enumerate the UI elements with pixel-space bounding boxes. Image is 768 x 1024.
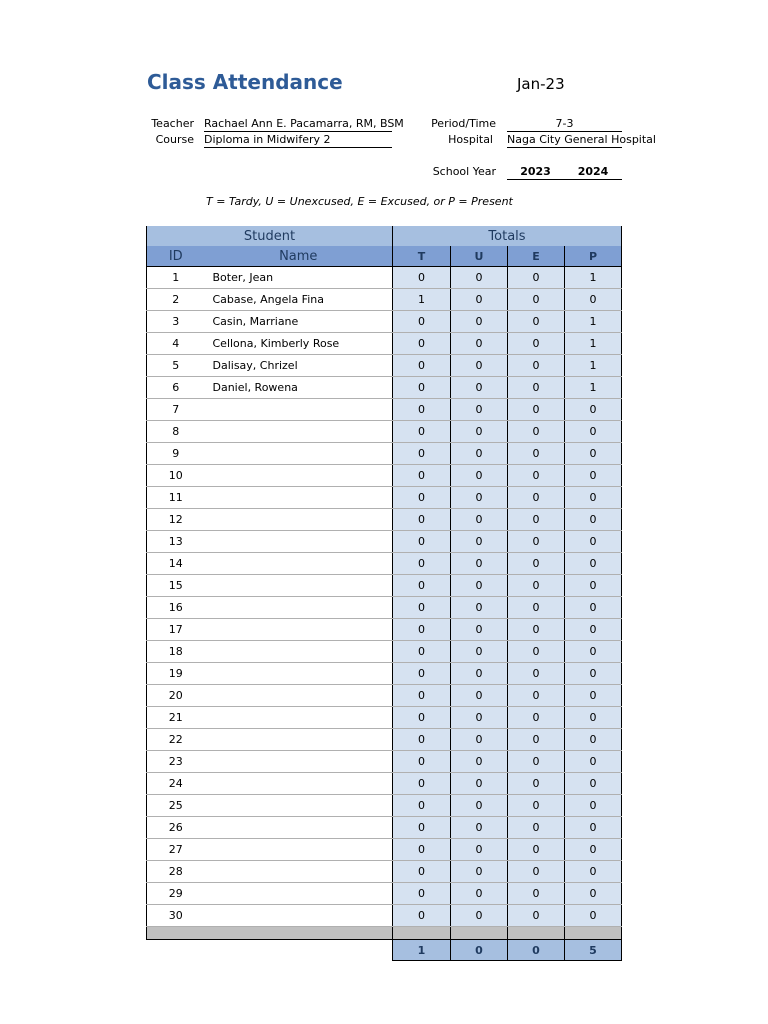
p-cell[interactable]: 0 [565,575,622,597]
id-cell[interactable]: 1 [147,267,205,289]
id-cell[interactable]: 17 [147,619,205,641]
e-cell[interactable]: 0 [508,289,565,311]
t-cell[interactable]: 0 [393,487,451,509]
id-cell[interactable]: 30 [147,905,205,927]
u-cell[interactable]: 0 [451,883,508,905]
id-cell[interactable]: 18 [147,641,205,663]
u-cell[interactable]: 0 [451,795,508,817]
u-cell[interactable]: 0 [451,597,508,619]
id-cell[interactable]: 7 [147,399,205,421]
p-cell[interactable]: 0 [565,553,622,575]
table-row [147,707,622,729]
name-cell[interactable] [205,641,393,663]
id-cell[interactable]: 21 [147,707,205,729]
p-cell[interactable]: 0 [565,729,622,751]
table-row [147,685,622,707]
e-cell[interactable]: 0 [508,685,565,707]
t-cell[interactable]: 0 [393,883,451,905]
table-row [147,355,622,377]
col-t-header: T [393,246,451,267]
column-header-row [147,246,622,267]
id-cell[interactable]: 13 [147,531,205,553]
col-id-header: ID [147,246,205,267]
table-row [147,817,622,839]
id-cell[interactable]: 23 [147,751,205,773]
t-cell[interactable]: 0 [393,333,451,355]
table-row [147,795,622,817]
p-cell[interactable]: 1 [565,311,622,333]
e-cell[interactable]: 0 [508,553,565,575]
teacher-label: Teacher [151,117,194,130]
t-cell[interactable]: 0 [393,377,451,399]
table-row [147,377,622,399]
col-p-header: P [565,246,622,267]
table-row [147,399,622,421]
p-cell[interactable]: 0 [565,905,622,927]
u-cell[interactable]: 0 [451,311,508,333]
col-u-header: U [451,246,508,267]
name-cell[interactable] [205,619,393,641]
course-label: Course [155,133,194,146]
table-row [147,575,622,597]
u-cell[interactable]: 0 [451,509,508,531]
u-cell[interactable]: 0 [451,443,508,465]
p-cell[interactable]: 1 [565,267,622,289]
e-cell[interactable]: 0 [508,465,565,487]
separator-cell [565,927,622,940]
p-cell[interactable]: 1 [565,333,622,355]
id-cell[interactable]: 5 [147,355,205,377]
p-cell[interactable]: 0 [565,751,622,773]
student-group-header: Student [147,226,393,246]
p-cell[interactable]: 0 [565,817,622,839]
p-cell[interactable]: 0 [565,773,622,795]
p-cell[interactable]: 0 [565,421,622,443]
p-cell[interactable]: 0 [565,531,622,553]
p-cell[interactable]: 0 [565,685,622,707]
table-row [147,333,622,355]
table-row [147,751,622,773]
id-cell[interactable]: 3 [147,311,205,333]
separator-cell [205,927,393,940]
total-e-cell: 0 [508,940,565,961]
e-cell[interactable]: 0 [508,773,565,795]
e-cell[interactable]: 0 [508,377,565,399]
year-start-field[interactable]: 2023 [507,164,564,180]
name-cell[interactable] [205,729,393,751]
separator-row [147,927,622,940]
name-cell[interactable] [205,817,393,839]
p-cell[interactable]: 0 [565,861,622,883]
blank-cell [205,940,393,961]
id-cell[interactable]: 10 [147,465,205,487]
id-cell[interactable]: 8 [147,421,205,443]
id-cell[interactable]: 24 [147,773,205,795]
p-cell[interactable]: 0 [565,443,622,465]
hospital-label: Hospital [448,133,493,146]
e-cell[interactable]: 0 [508,399,565,421]
t-cell[interactable]: 0 [393,795,451,817]
u-cell[interactable]: 0 [451,839,508,861]
u-cell[interactable]: 0 [451,377,508,399]
name-cell[interactable]: Casin, Marriane [205,311,393,333]
id-cell[interactable]: 4 [147,333,205,355]
t-cell[interactable]: 0 [393,311,451,333]
e-cell[interactable]: 0 [508,355,565,377]
id-cell[interactable]: 11 [147,487,205,509]
t-cell[interactable]: 0 [393,399,451,421]
t-cell[interactable]: 0 [393,641,451,663]
name-cell[interactable] [205,399,393,421]
id-cell[interactable]: 25 [147,795,205,817]
u-cell[interactable]: 0 [451,267,508,289]
table-row [147,443,622,465]
e-cell[interactable]: 0 [508,597,565,619]
u-cell[interactable]: 0 [451,663,508,685]
table-row [147,663,622,685]
u-cell[interactable]: 0 [451,355,508,377]
separator-cell [508,927,565,940]
t-cell[interactable]: 0 [393,751,451,773]
table-row [147,531,622,553]
page-title: Class Attendance [147,70,343,94]
e-cell[interactable]: 0 [508,311,565,333]
id-cell[interactable]: 29 [147,883,205,905]
u-cell[interactable]: 0 [451,861,508,883]
t-cell[interactable]: 0 [393,443,451,465]
id-cell[interactable]: 20 [147,685,205,707]
u-cell[interactable]: 0 [451,465,508,487]
col-e-header: E [508,246,565,267]
u-cell[interactable]: 0 [451,289,508,311]
p-cell[interactable]: 0 [565,663,622,685]
name-cell[interactable] [205,421,393,443]
name-cell[interactable] [205,575,393,597]
name-cell[interactable] [205,751,393,773]
u-cell[interactable]: 0 [451,333,508,355]
name-cell[interactable] [205,861,393,883]
e-cell[interactable]: 0 [508,883,565,905]
t-cell[interactable]: 0 [393,509,451,531]
t-cell[interactable]: 0 [393,817,451,839]
id-cell[interactable]: 6 [147,377,205,399]
p-cell[interactable]: 0 [565,289,622,311]
table-row [147,509,622,531]
table-row [147,421,622,443]
table-row [147,267,622,289]
t-cell[interactable]: 0 [393,465,451,487]
name-cell[interactable] [205,487,393,509]
table-row [147,839,622,861]
hospital-field[interactable]: Naga City General Hospital [507,133,656,146]
u-cell[interactable]: 0 [451,421,508,443]
t-cell[interactable]: 1 [393,289,451,311]
u-cell[interactable]: 0 [451,685,508,707]
name-cell[interactable] [205,795,393,817]
e-cell[interactable]: 0 [508,575,565,597]
e-cell[interactable]: 0 [508,729,565,751]
table-row [147,883,622,905]
id-cell[interactable]: 16 [147,597,205,619]
p-cell[interactable]: 0 [565,883,622,905]
table-row [147,289,622,311]
e-cell[interactable]: 0 [508,487,565,509]
t-cell[interactable]: 0 [393,685,451,707]
u-cell[interactable]: 0 [451,553,508,575]
e-cell[interactable]: 0 [508,641,565,663]
col-name-header: Name [205,246,393,267]
table-row [147,487,622,509]
e-cell[interactable]: 0 [508,443,565,465]
separator-cell [393,927,451,940]
total-p-cell: 5 [565,940,622,961]
p-cell[interactable]: 0 [565,597,622,619]
u-cell[interactable]: 0 [451,707,508,729]
table-row [147,553,622,575]
id-cell[interactable]: 2 [147,289,205,311]
t-cell[interactable]: 0 [393,729,451,751]
school-year-label: School Year [432,165,496,178]
t-cell[interactable]: 0 [393,861,451,883]
e-cell[interactable]: 0 [508,751,565,773]
totals-group-header: Totals [393,226,622,246]
name-cell[interactable] [205,905,393,927]
table-row [147,905,622,927]
table-row [147,641,622,663]
p-cell[interactable]: 0 [565,465,622,487]
t-cell[interactable]: 0 [393,773,451,795]
id-cell[interactable]: 27 [147,839,205,861]
table-row [147,597,622,619]
e-cell[interactable]: 0 [508,421,565,443]
u-cell[interactable]: 0 [451,905,508,927]
p-cell[interactable]: 0 [565,795,622,817]
e-cell[interactable]: 0 [508,905,565,927]
e-cell[interactable]: 0 [508,795,565,817]
blank-cell [147,940,205,961]
e-cell[interactable]: 0 [508,333,565,355]
id-cell[interactable]: 12 [147,509,205,531]
u-cell[interactable]: 0 [451,531,508,553]
e-cell[interactable]: 0 [508,707,565,729]
name-cell[interactable]: Dalisay, Chrizel [205,355,393,377]
u-cell[interactable]: 0 [451,773,508,795]
name-cell[interactable] [205,465,393,487]
t-cell[interactable]: 0 [393,597,451,619]
t-cell[interactable]: 0 [393,553,451,575]
u-cell[interactable]: 0 [451,575,508,597]
e-cell[interactable]: 0 [508,619,565,641]
id-cell[interactable]: 22 [147,729,205,751]
id-cell[interactable]: 19 [147,663,205,685]
name-cell[interactable] [205,883,393,905]
name-cell[interactable]: Cellona, Kimberly Rose [205,333,393,355]
p-cell[interactable]: 0 [565,509,622,531]
t-cell[interactable]: 0 [393,531,451,553]
name-cell[interactable] [205,443,393,465]
u-cell[interactable]: 0 [451,399,508,421]
table-row [147,311,622,333]
total-t-cell: 1 [393,940,451,961]
total-u-cell: 0 [451,940,508,961]
t-cell[interactable]: 0 [393,707,451,729]
id-cell[interactable]: 14 [147,553,205,575]
name-cell[interactable] [205,553,393,575]
t-cell[interactable]: 0 [393,839,451,861]
u-cell[interactable]: 0 [451,619,508,641]
e-cell[interactable]: 0 [508,509,565,531]
separator-cell [451,927,508,940]
u-cell[interactable]: 0 [451,751,508,773]
name-cell[interactable]: Boter, Jean [205,267,393,289]
p-cell[interactable]: 0 [565,839,622,861]
table-row [147,465,622,487]
p-cell[interactable]: 0 [565,707,622,729]
group-header-row [147,226,622,246]
t-cell[interactable]: 0 [393,619,451,641]
month-label: Jan-23 [517,75,565,93]
name-cell[interactable] [205,839,393,861]
e-cell[interactable]: 0 [508,861,565,883]
name-cell[interactable]: Cabase, Angela Fina [205,289,393,311]
e-cell[interactable]: 0 [508,267,565,289]
attendance-table [146,226,622,961]
p-cell[interactable]: 1 [565,355,622,377]
table-row [147,773,622,795]
e-cell[interactable]: 0 [508,839,565,861]
e-cell[interactable]: 0 [508,817,565,839]
course-field[interactable]: Diploma in Midwifery 2 [204,132,392,148]
u-cell[interactable]: 0 [451,817,508,839]
t-cell[interactable]: 0 [393,663,451,685]
table-row [147,619,622,641]
year-end-field[interactable]: 2024 [564,164,622,180]
totals-row [147,940,622,961]
id-cell[interactable]: 28 [147,861,205,883]
t-cell[interactable]: 0 [393,355,451,377]
u-cell[interactable]: 0 [451,487,508,509]
e-cell[interactable]: 0 [508,531,565,553]
p-cell[interactable]: 0 [565,487,622,509]
name-cell[interactable] [205,707,393,729]
period-label: Period/Time [431,117,496,130]
e-cell[interactable]: 0 [508,663,565,685]
name-cell[interactable] [205,663,393,685]
name-cell[interactable] [205,685,393,707]
id-cell[interactable]: 9 [147,443,205,465]
name-cell[interactable] [205,509,393,531]
p-cell[interactable]: 0 [565,399,622,421]
legend-text: T = Tardy, U = Unexcused, E = Excused, or P = Present [206,195,513,208]
p-cell[interactable]: 1 [565,377,622,399]
t-cell[interactable]: 0 [393,905,451,927]
id-cell[interactable]: 15 [147,575,205,597]
separator-cell [147,927,205,940]
t-cell[interactable]: 0 [393,575,451,597]
u-cell[interactable]: 0 [451,641,508,663]
u-cell[interactable]: 0 [451,729,508,751]
name-cell[interactable] [205,597,393,619]
name-cell[interactable] [205,531,393,553]
table-row [147,729,622,751]
table-row [147,861,622,883]
t-cell[interactable]: 0 [393,267,451,289]
p-cell[interactable]: 0 [565,641,622,663]
name-cell[interactable]: Daniel, Rowena [205,377,393,399]
id-cell[interactable]: 26 [147,817,205,839]
teacher-field[interactable]: Rachael Ann E. Pacamarra, RM, BSM [204,117,404,130]
name-cell[interactable] [205,773,393,795]
t-cell[interactable]: 0 [393,421,451,443]
p-cell[interactable]: 0 [565,619,622,641]
period-field[interactable]: 7-3 [507,116,622,132]
